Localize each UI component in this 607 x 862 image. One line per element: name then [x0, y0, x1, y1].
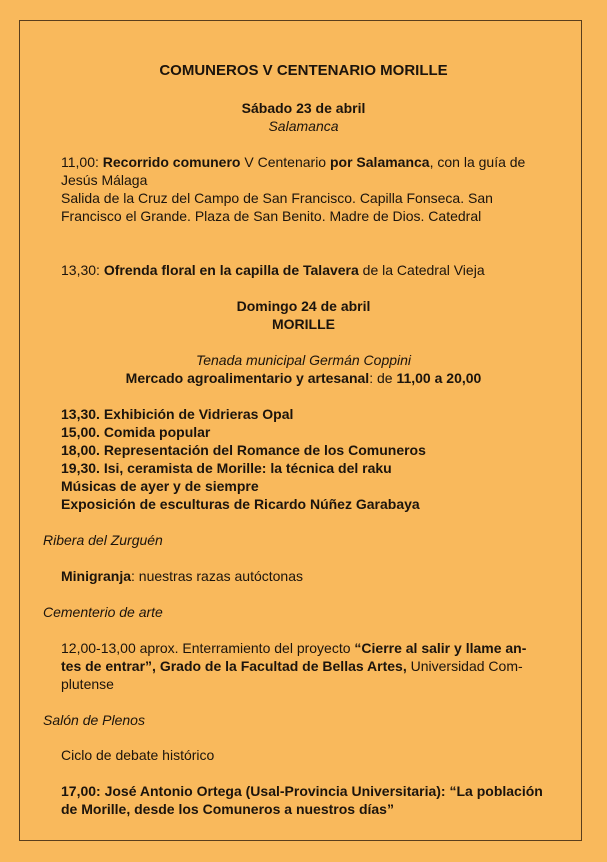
day1-event1-line2: Jesús Málaga — [61, 172, 148, 188]
cementerio-bold: tes de entrar”, Grado de la Facultad de Bellas Artes, — [61, 658, 407, 674]
cementerio-line3: plutense — [61, 676, 114, 692]
day2-item: 19,30. Isi, ceramista de Morille: la técnica del raku — [61, 460, 392, 476]
day2-venue: Tenada municipal Germán Coppini — [195, 352, 412, 368]
event-bold: por Salamanca — [329, 154, 430, 170]
cementerio-line1 — [61, 639, 526, 657]
day2-item: Exposición de esculturas de Ricardo Núñez Garabaya — [61, 496, 420, 512]
event-text: V Centenario — [240, 154, 330, 170]
day2-item: 13,30. Exhibición de Vidrieras Opal — [61, 406, 294, 422]
event-time: 11,00: — [61, 154, 103, 170]
event-name: Ofrenda floral en la capilla de Talavera — [103, 262, 359, 278]
market-sep: : de — [369, 370, 397, 386]
event-text: , con la guía de — [429, 154, 526, 170]
event-name: Recorrido comunero — [102, 154, 241, 170]
day1-event1-line4: Francisco el Grande. Plaza de San Benito. Madre de Dios. Catedral — [61, 208, 482, 224]
day2-date: Domingo 24 de abril — [236, 298, 371, 314]
market-hours: 11,00 a 20,00 — [396, 370, 482, 386]
ribera-rest: : nuestras razas autóctonas — [131, 568, 304, 584]
cementerio-line2 — [61, 657, 523, 675]
day2-item: 15,00. Comida popular — [61, 424, 211, 440]
day2-item: Músicas de ayer y de siempre — [61, 478, 259, 494]
ribera-line — [61, 567, 303, 585]
salon-talk-line1: 17,00: José Antonio Ortega (Usal-Provincia Universitaria): “La población — [61, 783, 543, 799]
event-text: de la Catedral Vieja — [358, 262, 485, 278]
market-label: Mercado agroalimentario y artesanal — [125, 370, 370, 386]
page-title: COMUNEROS V CENTENARIO MORILLE — [159, 62, 448, 79]
cementerio-bold: “Cierre al salir y llame an- — [354, 640, 527, 656]
cementerio-heading: Cementerio de arte — [43, 604, 163, 620]
day1-event1-line3: Salida de la Cruz del Campo de San Francisco. Capilla Fonseca. San — [61, 190, 493, 206]
ribera-name: Minigranja — [61, 568, 132, 584]
day2-item: 18,00. Representación del Romance de los Comuneros — [61, 442, 426, 458]
event-time: 13,30: — [61, 262, 104, 278]
day1-date: Sábado 23 de abril — [241, 100, 366, 116]
day2-market — [0, 369, 607, 387]
ribera-heading: Ribera del Zurguén — [43, 532, 163, 548]
cementerio-text: Universidad Com- — [406, 658, 523, 674]
salon-heading: Salón de Plenos — [43, 712, 145, 728]
salon-talk-line2: de Morille, desde los Comuneros a nuestros días” — [61, 801, 394, 817]
salon-line1: Ciclo de debate histórico — [61, 747, 215, 763]
cementerio-text: 12,00-13,00 aprox. Enterramiento del proyecto — [61, 640, 355, 656]
day1-place: Salamanca — [268, 118, 339, 134]
day1-event1-line1 — [61, 153, 525, 171]
day1-event2 — [61, 261, 485, 279]
day2-place: MORILLE — [272, 316, 335, 332]
